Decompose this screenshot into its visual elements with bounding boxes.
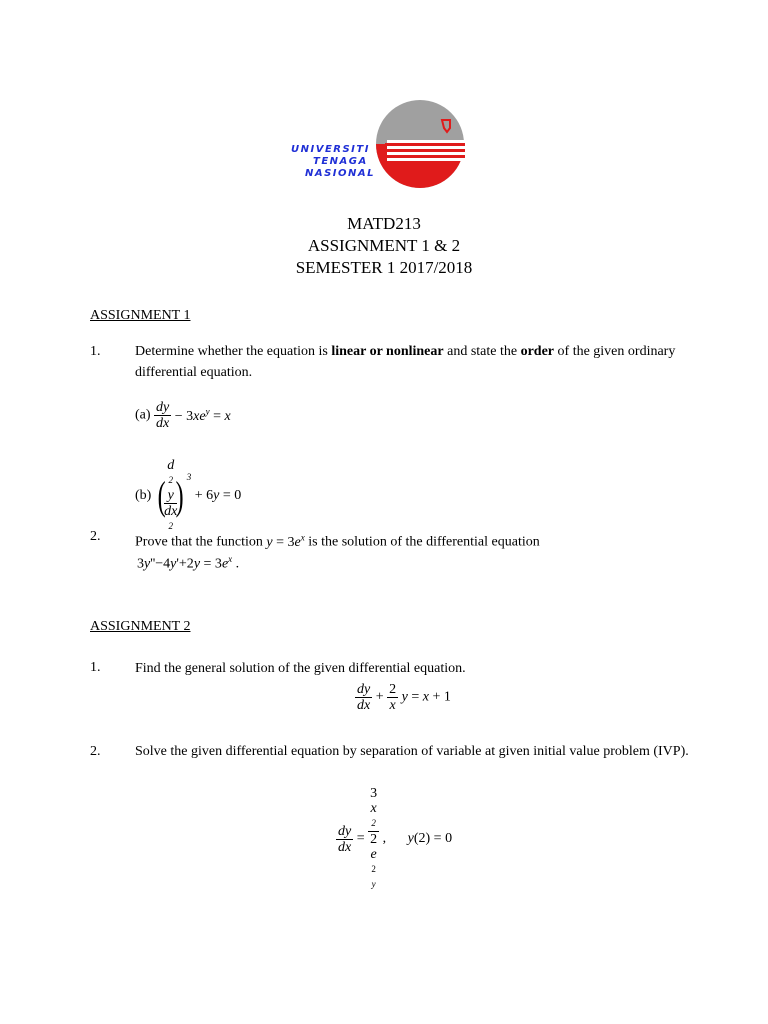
assignment-title: ASSIGNMENT 1 & 2 <box>307 236 461 255</box>
a2-q2-equation: $\frac{dy}{dx}$ = 3 x 2 2 e 2 y , y(2) = 0 <box>338 786 453 889</box>
a2-q2-text: Solve the given differential equation by separation of variable at given initial value problem (IVP). <box>135 744 689 759</box>
a1-q1-part-b <box>135 458 241 534</box>
a1-q1-part-a <box>135 400 231 431</box>
logo-text-line1: UNIVERSITI <box>291 144 370 155</box>
semester-label: SEMESTER 1 2017/2018 <box>295 258 473 277</box>
function-expression: $y = 3e^x$ <box>266 532 305 550</box>
university-logo <box>285 100 475 192</box>
a1-q1-number: 1. <box>90 344 101 359</box>
a2-q2-number: 2. <box>90 744 101 759</box>
a1-q2-text: Prove that the function $y = 3e^x$ is the solution of the differential equation <box>135 532 540 550</box>
logo-text-line3: NASIONAL <box>305 168 376 179</box>
a2-q1-equation: $\frac{dy}{dx}$ + $\frac{2}{x}$ y = x + 1 <box>357 682 451 713</box>
assignment2-heading: ASSIGNMENT 2 <box>90 619 191 634</box>
a2-q1-text: Find the general solution of the given differential equation. <box>135 661 466 676</box>
equation-b: ( d 2 y dx 2 ) $^3$ + 6y = 0 <box>157 458 242 531</box>
equation-a: $\frac{dy}{dx}$ − $3xe^y = x$ <box>156 400 231 431</box>
a2-q1-number: 1. <box>90 660 101 675</box>
logo-text-line2: TENAGA <box>313 156 368 167</box>
a1-q2-equation: $3y''-4y'+2y = 3e^x$ . <box>137 554 240 572</box>
assignment1-heading: ASSIGNMENT 1 <box>90 308 191 323</box>
a1-q2-number: 2. <box>90 529 101 544</box>
part-a-label: (a) <box>135 407 151 423</box>
course-code: MATD213 <box>347 214 421 233</box>
a1-q1-text: Determine whether the equation is linear or nonlinear and state the order of the given ordinary differential equation. <box>135 344 676 380</box>
part-b-label: (b) <box>135 488 152 503</box>
